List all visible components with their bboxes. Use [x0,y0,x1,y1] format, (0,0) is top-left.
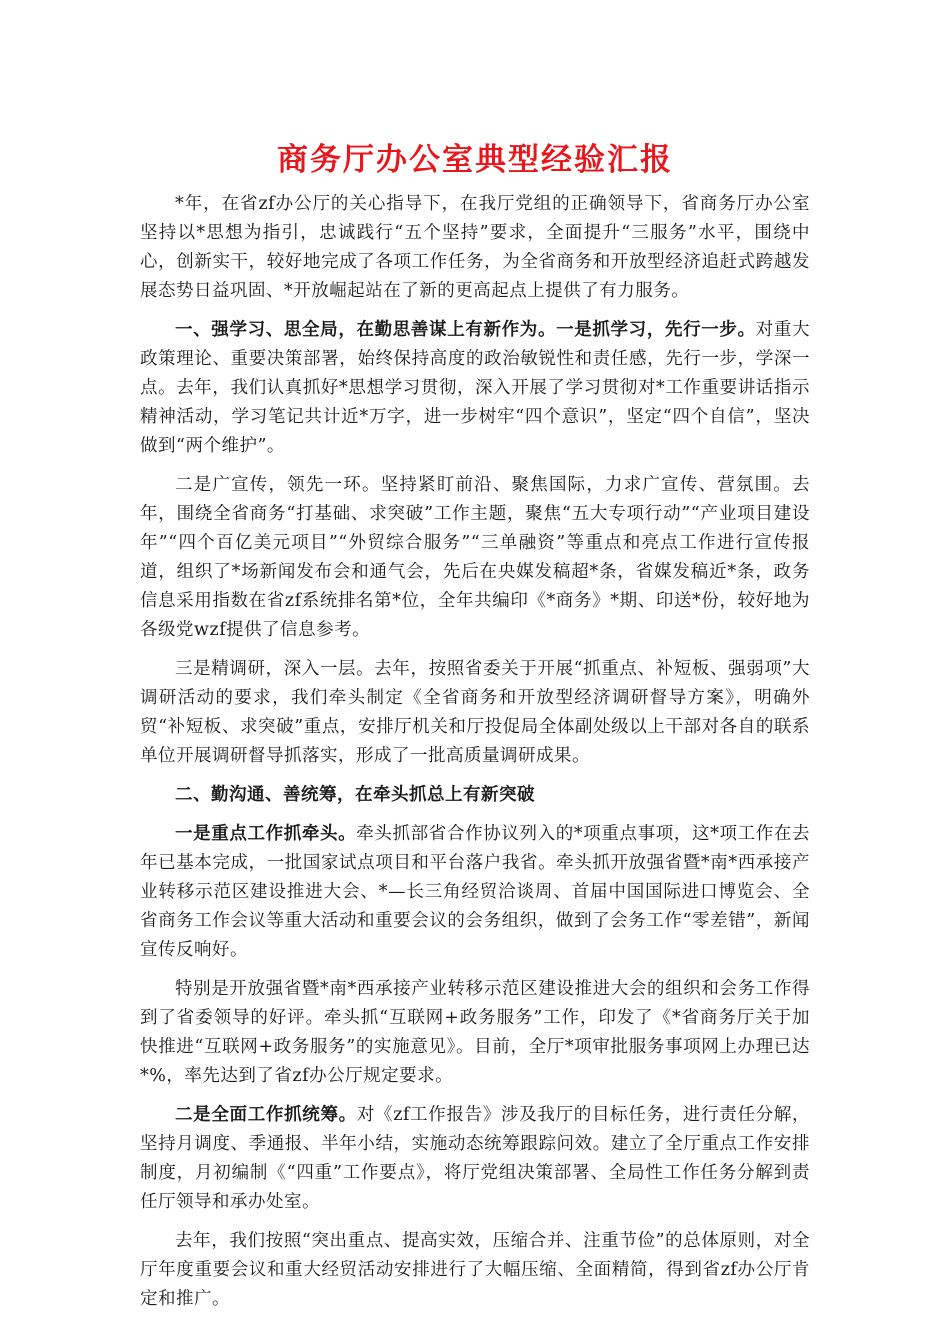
paragraph [140,1101,810,1217]
paragraph-text: 对重大政策理论、重要决策部署，始终保持高度的政治敏锐性和责任感，先行一步，学深一点。去年，我们认真抓好*思想学习贯彻，深入开展了学习贯彻对*工作重要讲话指示精神活动，学习笔记共计近*万字，进一步树牢“四个意识”，坚定“四个自信”，坚决做到“两个维护”。 [140,320,810,456]
document-page [140,138,810,1324]
paragraph-lead: 一、强学习、思全局，在勤思善谋上有新作为。一是抓学习，先行一步。 [175,320,756,340]
paragraph [140,655,810,771]
paragraph [140,316,810,461]
paragraph [140,975,810,1091]
paragraph-lead: 二是全面工作抓统筹。 [175,1105,357,1125]
paragraph-lead: 一是重点工作抓牵头。 [175,824,357,844]
paragraph-text: 特别是开放强省暨*南*西承接产业转移示范区建设推进大会的组织和会务工作得到了省委领导的好评。牵头抓“互联网+政务服务”工作，印发了《*省商务厅关于加快推进“互联网+政务服务”的实施意见》。目前，全厅*项审批服务事项网上办理已达*%，率先达到了省zf办公厅规定要求。 [140,979,810,1086]
paragraph-text: 二是广宣传，领先一环。坚持紧盯前沿、聚焦国际，力求广宣传、营氛围。去年，围绕全省商务“打基础、求突破”工作主题，聚焦“五大专项行动”“产业项目建设年”“四个百亿美元项目”“外贸综合服务”“三单融资”等重点和亮点工作进行宣传报道，组织了*场新闻发布会和通气会，先后在央媒发稿超*条，省媒发稿近*条，政务信息采用指数在省zf系统排名第*位，全年共编印《*商务》*期、印送*份，较好地为各级党wzf提供了信息参考。 [140,475,810,640]
paragraph-text: 牵头抓部省合作协议列入的*项重点事项，这*项工作在去年已基本完成，一批国家试点项目和平台落户我省。牵头抓开放强省暨*南*西承接产业转移示范区建设推进大会、*—长三角经贸洽谈周、首届中国国际进口博览会、全省商务工作会议等重大活动和重要会议的会务组织，做到了会务工作“零差错”，新闻宣传反响好。 [140,824,811,960]
document-body [140,190,810,1314]
paragraph [140,820,810,965]
paragraph-text: 去年，我们按照“突出重点、提高实效，压缩合并、注重节俭”的总体原则，对全厅年度重要会议和重大经贸活动安排进行了大幅压缩、全面精简，得到省zf办公厅肯定和推广。 [140,1231,810,1309]
paragraph [140,781,810,810]
paragraph [140,1227,810,1314]
document-title: 商务厅办公室典型经验汇报 [277,142,673,178]
paragraph-text: *年，在省zf办公厅的关心指导下，在我厅党组的正确领导下，省商务厅办公室坚持以*思想为指引，忠诚践行“五个坚持”要求，全面提升“三服务”水平，围绕中心，创新实干，较好地完成了各项工作任务，为全省商务和开放型经济追赶式跨越发展态势日益巩固、*开放崛起站在了新的更高起点上提供了有力服务。 [140,194,810,301]
paragraph-text: 三是精调研，深入一层。去年，按照省委关于开展“抓重点、补短板、强弱项”大调研活动的要求，我们牵头制定《全省商务和开放型经济调研督导方案》，明确外贸“补短板、求突破”重点，安排厅机关和厅投促局全体副处级以上干部对各自的联系单位开展调研督导抓落实，形成了一批高质量调研成果。 [140,659,810,766]
paragraph [140,190,810,306]
paragraph [140,471,810,645]
paragraph-text: 对《zf工作报告》涉及我厅的目标任务，进行责任分解，坚持月调度、季通报、半年小结，实施动态统筹跟踪问效。建立了全厅重点工作安排制度，月初编制《“四重”工作要点》，将厅党组决策部署、全局性工作任务分解到责任厅领导和承办处室。 [140,1105,810,1212]
paragraph-lead: 二、勤沟通、善统筹，在牵头抓总上有新突破 [175,785,535,805]
